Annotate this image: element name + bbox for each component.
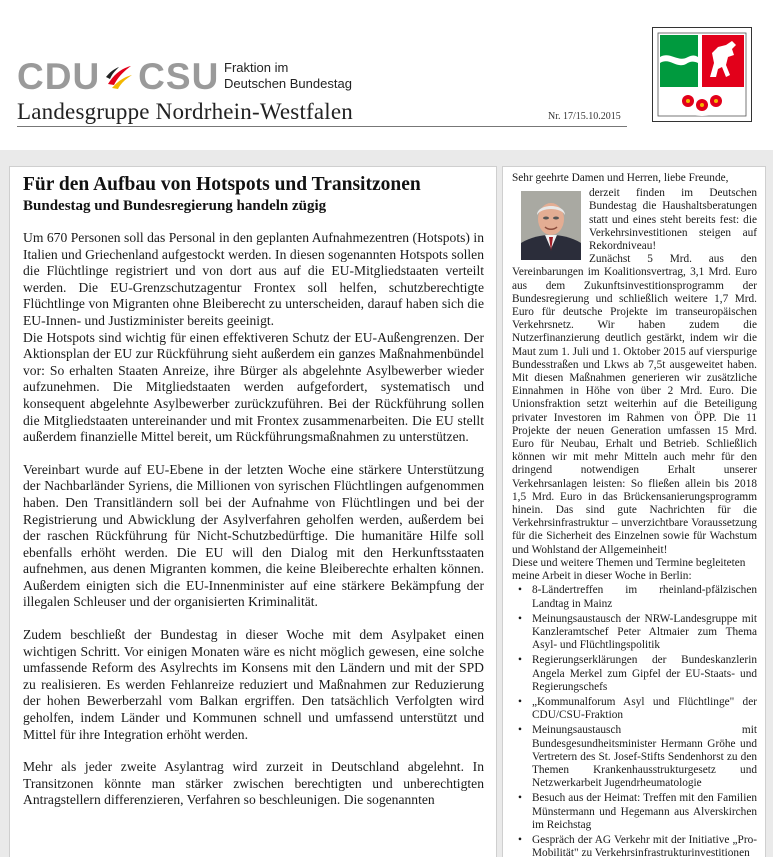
list-item-text: Meinungsaustausch mit Bundesgesundheitsminister Hermann Gröhe und Vertretern des St. Josef-Stifts Sendenhorst zu den Themen Krankenhausstrukturgesetz und Netzwerkarbeit Jugendrheumatologie [532, 724, 757, 790]
sidebar-appointments-list [512, 584, 757, 860]
bullet-icon: • [518, 612, 522, 625]
article-subtitle: Bundestag und Bundesregierung handeln zügig [23, 198, 327, 214]
landesgruppe-title: Landesgruppe Nordrhein-Westfalen [17, 99, 354, 124]
list-item-text: Regierungserklärungen der Bundeskanzlerin Angela Merkel zum Gipfel der EU-Staats- und Regierungschefs [532, 654, 757, 693]
main-article [9, 166, 497, 857]
fraktion-line-2: Deutschen Bundestag [224, 76, 352, 91]
list-item [512, 654, 757, 694]
article-paragraph-3: Vereinbart wurde auf EU-Ebene in der letzten Woche eine stärkere Unterstützung der Nachbarländer Syriens, die Millionen von syrischen Flüchtlingen aufgenommen haben. Den Transitländern soll bei der Aufnahme von Flüchtlingen und bei der Registrierung und Abwicklung der Asylverfahren geholfen werden, außerdem bei der raschen Rückführung für Nicht-Schutzbedürftige. Die humanitäre Hilfe soll ebenfalls erhöht werden. Die EU will den Dialog mit den Herkunftsstaaten aufnehmen, aus denen Migranten kommen, die keine Bleiberechte erhalten können. Außerdem einigten sich die EU-Innenminister auf eine stärkere Bekämpfung der illegalen Schleuser und der organisierten Kriminalität. [23, 461, 484, 610]
bullet-icon: • [518, 695, 522, 708]
list-item [512, 584, 757, 610]
logo-csu: CSU [138, 56, 220, 97]
nrw-coat-of-arms-icon [652, 27, 752, 122]
list-item-text: Meinungsaustausch der NRW-Landesgruppe mit Kanzleramtschef Peter Altmaier zum Thema Asyl- und Flüchtlingspolitik [532, 612, 757, 652]
article-paragraph-5: Mehr als jeder zweite Asylantrag wird zurzeit in Deutschland abgelehnt. In Transitzonen könnte man stärker zwischen berechtigten und unberechtigten Antragstellern differenzieren, Verfahren so beschleunigen. Die sogenannten [23, 759, 484, 808]
list-item-text: Gespräch der AG Verkehr mit der Initiative „Pro-Mobilität" zu Verkehrsinfrastrukturinvestitionen [532, 833, 757, 860]
header-divider [17, 126, 627, 127]
list-item [512, 834, 757, 860]
sidebar-intro-text: derzeit finden im Deutschen Bundestag die Haushaltsberatungen statt und eines steht bereits fest: die Verkehrsinvestitionen steigen auf Rekordniveau! [589, 187, 757, 253]
article-paragraph-1: Um 670 Personen soll das Personal in den geplanten Aufnahmezentren (Hotspots) in Italien und Griechenland aufgestockt werden. In diesen sogenannten Hotspots sollen die Flüchtlinge registriert und von dort aus auf die EU-Mitgliedstaaten verteilt werden. Die EU-Grenzschutzagentur Frontex soll helfen, schutzberechtigte Flüchtlinge von Migranten ohne Bleiberecht zu unterscheiden, darauf haben sich die EU-Innen- und Justizminister bereits geeinigt. [23, 230, 484, 328]
list-item [512, 792, 757, 832]
article-paragraph-2: Die Hotspots sind wichtig für einen effektiveren Schutz der EU-Außengrenzen. Der Aktionsplan der EU zur Rückführung sieht außerdem ein ganzes Maßnahmenbündel vor: So erhalten Staaten Anreize, ihre Bürger als abgelehnte Asylbewerber wieder aufzunehmen. Die Mitgliedstaaten werden aufgefordert, systematisch und konsequent abgelehnte Asylbewerber zurückzuführen. Bei der Rückführung sollen die Mitgliedstaaten untereinander und mit Frontex zusammenarbeiten. Die EU stellt außerdem finanzielle Mittel bereit, um Rückführungsmaßnahmen zu unterstützen. [23, 329, 484, 445]
sidebar-greeting: Sehr geehrte Damen und Herren, liebe Freunde, [512, 172, 729, 184]
bullet-icon: • [518, 833, 522, 846]
cdu-csu-logo [17, 58, 219, 95]
bullet-icon: • [518, 654, 522, 667]
fraktion-line-1: Fraktion im [224, 60, 289, 75]
article-title: Für den Aufbau von Hotspots und Transitzonen [23, 174, 421, 195]
list-item [512, 613, 757, 653]
bullet-icon: • [518, 584, 522, 597]
party-swoosh-icon [104, 62, 134, 92]
page-header [0, 0, 773, 150]
bullet-icon: • [518, 792, 522, 805]
list-item-text: „Kommunalforum Asyl und Flüchtlinge" der CDU/CSU-Fraktion [532, 695, 757, 722]
list-item-text: Besuch aus der Heimat: Treffen mit den Familien Münstermann und Hegemann aus Alverskirchen im Reichstag [532, 792, 757, 831]
list-item [512, 724, 757, 790]
article-paragraph-4: Zudem beschließt der Bundestag in dieser Woche mit dem Asylpaket einen wichtigen Schritt. Vor einigen Monaten wäre es nicht möglich gewesen, eine solche umfassende Reform des Asylrechts im Konsens mit den Ländern und mit der SPD zu realisieren. Es werden Fehlanreize reduziert und Maßnahmen zur Reduzierung der hohen Bewerberzahl vom Balkan ergriffen. Den tatsächlich Verfolgten wird geholfen, indem Länder und Kommunen schnell und umfassend unterstützt und Mittel für ihre Integration erhöht werden. [23, 627, 484, 742]
list-item-text: 8-Ländertreffen im rheinland-pfälzischen Landtag in Mainz [532, 584, 757, 610]
list-item [512, 696, 757, 722]
sidebar-letter-text: Zunächst 5 Mrd. aus den Vereinbarungen im Koalitionsvertrag, 3,1 Mrd. Euro aus dem Zukunftsinvestitionsprogramm der Bundesregierung und schließlich weitere 1,7 Mrd. Euro für deutsche Projekte im transeuropäischen Verkehrsnetz. Wir haben zudem die Nutzerfinanzierung deutlich gestärkt, indem wir die Maut zum 1. Juli und 1. Oktober 2015 auf vierspurige Bundesstraßen und Lkws ab 7,5t ausgeweitet haben. Mit diesen Maßnahmen generieren wir zusätzliche Einnahmen in Höhe von über 2 Mrd. Euro. Die Unionsfraktion setzt weiterhin auf die Beteiligung privater Investoren im Rahmen von ÖPP. Die 11 Projekte der neuen Generation umfassen 15 Mrd. Euro für Neubau, Erhalt und Betrieb. Schließlich können wir mit mehr Mitteln auch mehr für den dringend notwendigen Erhalt unserer Verkehrsanlagen leisten: So fließen allein bis 2018 1,5 Mrd. Euro in das Brückensanierungsprogramm hinein. Das sind gute Nachrichten für die Verkehrsinfrastruktur – unverzichtbare Voraussetzung für die Sicherheit des Einzelnen sowie für Wachstum und Wohlstand der Allgemeinheit! [512, 253, 757, 556]
fraktion-label [224, 60, 352, 92]
bullet-icon: • [518, 724, 522, 737]
sidebar-intro [512, 187, 757, 253]
sidebar-letter [502, 166, 766, 860]
sidebar-list-lead: Diese und weitere Themen und Termine begleiteten meine Arbeit in dieser Woche in Berlin: [512, 556, 746, 583]
issue-number: Nr. 17/15.10.2015 [548, 111, 621, 122]
logo-cdu: CDU [17, 56, 101, 97]
author-portrait [521, 191, 581, 260]
